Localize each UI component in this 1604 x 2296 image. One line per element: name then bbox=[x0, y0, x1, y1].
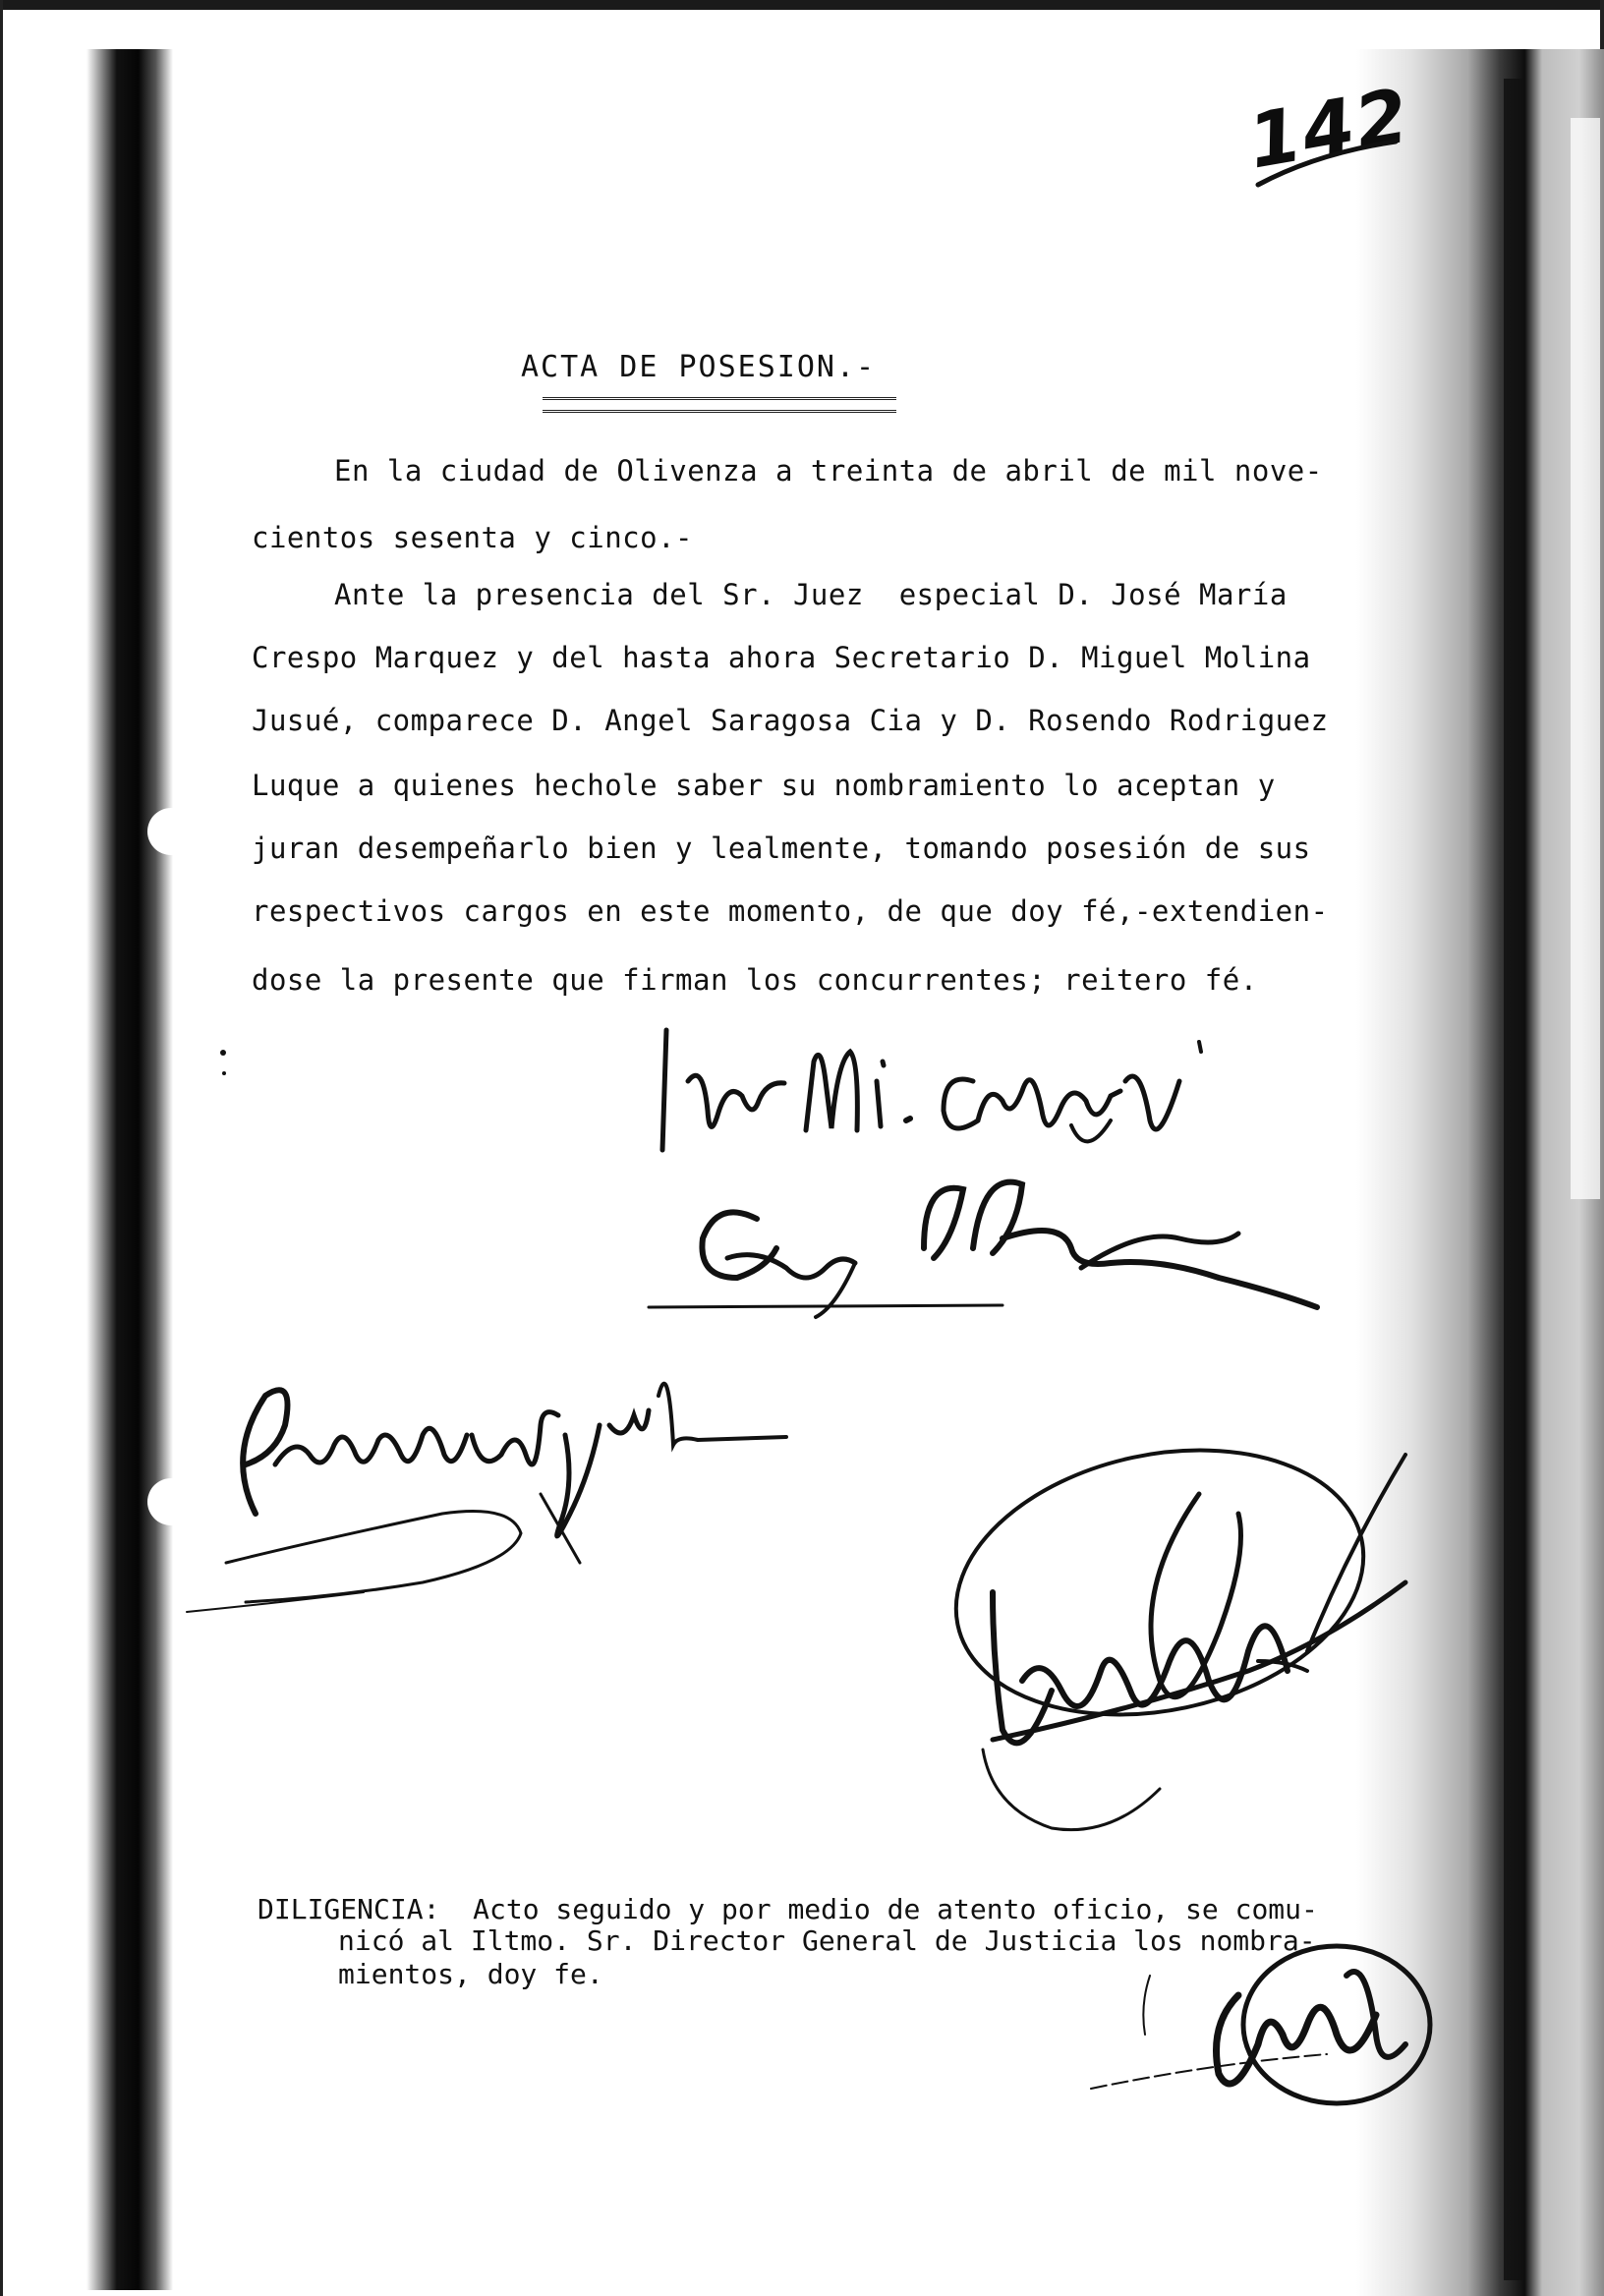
scan-border-left bbox=[0, 0, 3, 2296]
body-line-3: Ante la presencia del Sr. Juez especial D. José María bbox=[334, 578, 1288, 611]
body-line-1: En la ciudad de Olivenza a treinta de abril de mil nove- bbox=[334, 454, 1323, 488]
margin-mark bbox=[222, 1071, 226, 1075]
margin-mark bbox=[220, 1050, 226, 1056]
signature-2 bbox=[629, 1160, 1337, 1337]
body-line-2: cientos sesenta y cinco.- bbox=[252, 521, 693, 554]
diligencia-line-3: mientos, doy fe. bbox=[338, 1958, 603, 1990]
diligencia-line-2: nicó al Iltmo. Sr. Director General de Justicia los nombra- bbox=[338, 1924, 1316, 1957]
signature-3 bbox=[187, 1317, 914, 1612]
title-underline bbox=[543, 397, 896, 413]
body-line-9: dose la presente que firman los concurrentes; reitero fé. bbox=[252, 963, 1258, 997]
signature-1 bbox=[649, 1022, 1219, 1160]
body-line-4: Crespo Marquez y del hasta ahora Secretario D. Miguel Molina bbox=[252, 641, 1311, 674]
diligencia-line-1: DILIGENCIA: Acto seguido y por medio de atento oficio, se comu- bbox=[258, 1893, 1318, 1925]
body-line-5: Jusué, comparece D. Angel Saragosa Cia y D. Rosendo Rodriguez bbox=[252, 704, 1329, 737]
body-line-7: juran desempeñarlo bien y lealmente, tomando posesión de sus bbox=[252, 832, 1311, 865]
page-number: 142 bbox=[1241, 71, 1417, 186]
signature-4 bbox=[934, 1435, 1425, 1848]
body-line-8: respectivos cargos en este momento, de que doy fé,-extendien- bbox=[252, 894, 1329, 928]
punch-hole-top bbox=[147, 808, 195, 855]
body-line-6: Luque a quienes hechole saber su nombramiento lo aceptan y bbox=[252, 769, 1276, 802]
scan-border-top bbox=[0, 0, 1604, 10]
document-title: ACTA DE POSESION.- bbox=[521, 350, 877, 384]
left-binding-shadow bbox=[86, 49, 173, 2290]
signature-5 bbox=[1071, 1917, 1445, 2143]
